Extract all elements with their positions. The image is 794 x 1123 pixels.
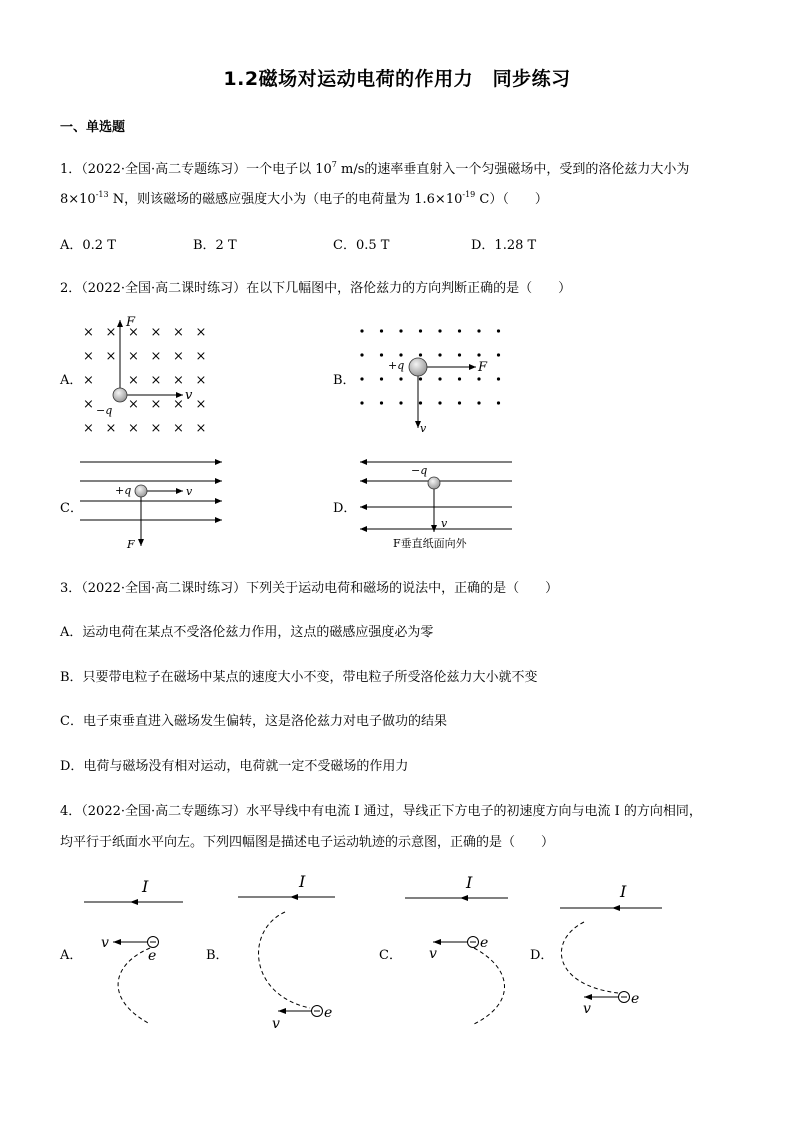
q4-fig-c [405, 873, 508, 1025]
fig-a-force-label: F [126, 315, 136, 330]
field-cross-mark: × [128, 421, 139, 436]
field-cross-mark: × [150, 421, 162, 436]
fig-c-velocity-label: v [186, 485, 193, 498]
field-cross-mark: × [173, 421, 184, 436]
q4-label-c: C． [379, 948, 402, 963]
field-cross-mark: × [150, 373, 162, 388]
field-cross-mark: × [173, 373, 184, 388]
q2-label-c: C． [60, 501, 83, 516]
field-cross-mark: × [173, 325, 184, 340]
section-heading: 一、单选题 [60, 120, 126, 135]
field-cross-mark: × [195, 421, 207, 436]
q1-line1-a: 1．（2022·全国·高二专题练习）一个电子以 10 [60, 162, 332, 177]
field-cross-mark: × [128, 349, 139, 364]
q1-option-b: B．2 T [193, 238, 237, 253]
fig-b-velocity-label: v [420, 422, 427, 435]
field-cross-mark: × [83, 373, 94, 388]
q2-label-d: D． [333, 501, 357, 516]
electron-label: e [480, 935, 489, 951]
fig-b-charge-label: +q [388, 359, 405, 372]
q1-line2-a: 8×10 [60, 192, 96, 207]
velocity-label: v [429, 946, 437, 962]
fig-a-charge-label: −q [96, 404, 113, 417]
q4-label-a: A． [60, 948, 83, 963]
q1-option-c: C．0.5 T [333, 238, 390, 253]
q4-label-d: D． [530, 948, 554, 963]
trajectory [259, 912, 310, 1008]
page-title: 1.2磁场对运动电荷的作用力 同步练习 [223, 68, 571, 90]
field-cross-mark: × [195, 325, 207, 340]
fig-d-velocity-label: v [441, 517, 448, 530]
q3-option-c: C．电子束垂直进入磁场发生偏转，这是洛伦兹力对电子做功的结果 [60, 714, 447, 729]
q1-option-d: D．1.28 T [471, 238, 537, 253]
q3-option-b: B．只要带电粒子在磁场中某点的速度大小不变，带电粒子所受洛伦兹力大小就不变 [60, 670, 538, 685]
fig-a-velocity-label: v [185, 388, 193, 403]
field-cross-mark: × [83, 397, 94, 412]
field-cross-mark: × [173, 397, 184, 412]
fig-d-caption: F垂直纸面向外 [393, 537, 467, 550]
q2-text: 2．（2022·全国·高二课时练习）在以下几幅图中，洛伦兹力的方向判断正确的是（ ） [60, 281, 572, 296]
q1-line2-sup: -13 [95, 190, 109, 199]
field-cross-mark: × [83, 421, 94, 436]
q4-line2: 均平行于纸面水平向左。下列四幅图是描述电子运动轨迹的示意图，正确的是（ ） [60, 835, 555, 850]
trajectory [561, 922, 618, 993]
field-cross-mark: × [83, 349, 94, 364]
current-label: I [299, 872, 306, 891]
field-cross-mark: × [150, 397, 162, 412]
q1-line1-sup: 7 [331, 160, 337, 169]
field-cross-mark: × [195, 373, 207, 388]
current-label: I [466, 873, 473, 892]
field-cross-mark: × [150, 325, 162, 340]
q2-label-b: B． [333, 373, 356, 388]
q1-line2-b: N，则该磁场的磁感应强度大小为（电子的电荷量为 1.6×10 [108, 192, 463, 207]
q4-line1: 4．（2022·全国·高二专题练习）水平导线中有电流 I 通过，导线正下方电子的初速度方向与电流 I 的方向相同， [60, 804, 702, 819]
electron-label: e [148, 948, 157, 964]
field-cross-mark: × [83, 325, 94, 340]
velocity-label: v [583, 1001, 591, 1017]
velocity-label: v [101, 935, 109, 951]
electron-label: e [631, 991, 640, 1007]
velocity-label: v [272, 1016, 280, 1032]
field-cross-mark: × [195, 397, 207, 412]
q4-fig-d [560, 882, 662, 1017]
field-cross-mark: × [173, 349, 184, 364]
q4-fig-a [84, 877, 183, 1024]
field-cross-mark: × [128, 325, 139, 340]
q1-line2-c: C）（ ） [475, 192, 548, 207]
field-cross-mark: × [150, 349, 162, 364]
q3-text: 3．（2022·全国·高二课时练习）下列关于运动电荷和磁场的说法中，正确的是（ ） [60, 581, 559, 596]
q3-option-a: A．运动电荷在某点不受洛伦兹力作用，这点的磁感应强度必为零 [60, 625, 434, 640]
fig-b-force-label: F [478, 360, 488, 375]
field-cross-mark: × [128, 373, 139, 388]
field-cross-mark: × [105, 349, 117, 364]
current-label: I [142, 877, 149, 896]
trajectory [472, 948, 505, 1025]
q1-line2-sup2: -19 [462, 190, 476, 199]
q2-label-a: A． [60, 373, 83, 388]
field-cross-mark: × [128, 397, 139, 412]
q4-fig-b [238, 872, 335, 1032]
fig-c-force-label: F [127, 538, 135, 551]
trajectory [118, 948, 150, 1024]
q1-option-a: A．0.2 T [60, 238, 116, 253]
fig-c-charge-label: +q [115, 484, 132, 497]
current-label: I [620, 882, 627, 901]
field-cross-mark: × [105, 325, 117, 340]
electron-label: e [324, 1005, 333, 1021]
field-cross-mark: × [105, 421, 117, 436]
q4-label-b: B． [206, 948, 229, 963]
q1-line1-b: m/s的速率垂直射入一个匀强磁场中，受到的洛伦兹力大小为 [336, 162, 690, 177]
field-cross-mark: × [195, 349, 207, 364]
q3-option-d: D．电荷与磁场没有相对运动，电荷就一定不受磁场的作用力 [60, 759, 409, 774]
fig-d-charge-label: −q [411, 464, 428, 477]
